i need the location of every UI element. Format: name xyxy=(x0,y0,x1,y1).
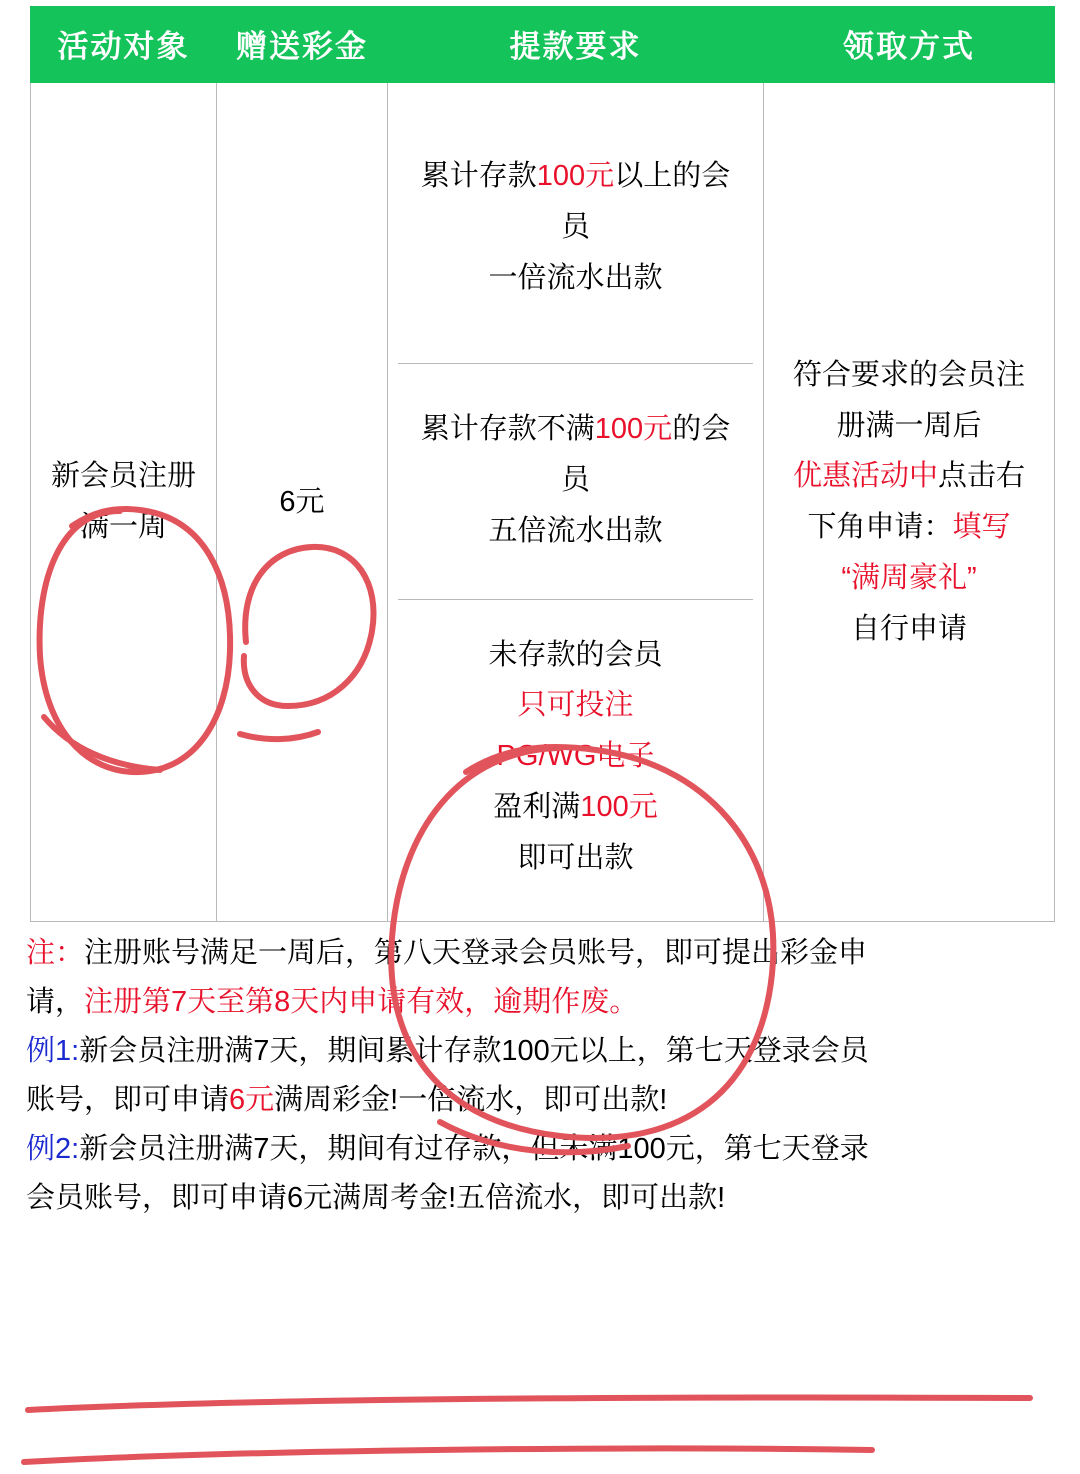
cell-activity-target xyxy=(31,83,217,922)
note-line-1: 注册账号满足一周后，第八天登录会员账号，即可提出彩金申 xyxy=(84,937,868,970)
tier1-line1-red: 100元 xyxy=(536,160,615,192)
claim-line-6: 自行申请 xyxy=(850,612,967,645)
example-1-paragraph-2 xyxy=(26,1077,1054,1124)
note-paragraph-2 xyxy=(26,979,1054,1026)
requirement-tier-1 xyxy=(398,91,753,364)
bonus-value: 6元 xyxy=(279,485,325,518)
example-1-label: 例1: xyxy=(26,1035,80,1068)
tier3-line-3: PG/WG电子 xyxy=(496,740,655,772)
tier1-line-2: 员 xyxy=(560,210,590,243)
tier2-line1-pre: 累计存款不满 xyxy=(420,413,595,446)
tier1-line1-pre: 累计存款 xyxy=(420,160,537,192)
header-bonus-amount: 赠送彩金 xyxy=(217,7,388,83)
table-header-row xyxy=(31,7,1055,83)
header-activity-target: 活动对象 xyxy=(31,7,217,83)
claim-line3-post: 点击右 xyxy=(938,460,1026,493)
example-1-line-1: 新会员注册满7天，期间累计存款100元以上，第七天登录会员 xyxy=(79,1035,869,1068)
promotion-table xyxy=(30,6,1055,922)
target-line-2: 满一周 xyxy=(79,511,167,544)
tier2-line-2: 员 xyxy=(560,464,590,496)
tier3-line4-red: 100元 xyxy=(580,790,658,823)
claim-line-1: 符合要求的会员注 xyxy=(792,358,1025,391)
claim-line-3 xyxy=(778,451,1040,502)
cell-withdrawal-requirements xyxy=(388,83,764,922)
tier2-line-1 xyxy=(404,404,747,455)
tier3-line-4 xyxy=(404,782,747,833)
claim-line-4 xyxy=(778,502,1040,553)
tier1-line1-post: 以上的会 xyxy=(614,160,731,192)
cell-bonus-amount xyxy=(217,83,388,922)
note-label: 注： xyxy=(26,937,85,970)
underline-example-2-line-1 xyxy=(28,1398,1030,1411)
example-1-line2-red: 6元 xyxy=(229,1084,275,1117)
example-2-paragraph xyxy=(26,1126,1054,1173)
claim-line-2: 册满一周后 xyxy=(836,409,982,442)
tier3-line4-pre: 盈利满 xyxy=(493,790,581,823)
note-line2-pre: 请， xyxy=(26,986,85,1019)
underline-example-2-line-2 xyxy=(24,1449,872,1463)
example-1-line2-post: 满周彩金!一倍流水，即可出款! xyxy=(274,1084,668,1117)
tier1-line-1 xyxy=(404,151,747,202)
header-withdrawal-requirement: 提款要求 xyxy=(388,7,764,83)
tier3-line-5: 即可出款 xyxy=(517,841,634,874)
note-line2-red: 注册第7天至第8天内申请有效，逾期作废。 xyxy=(84,986,639,1019)
claim-line-5: “满周豪礼” xyxy=(841,561,977,594)
promo-sheet xyxy=(0,6,1080,1474)
tier3-line-1: 未存款的会员 xyxy=(488,638,663,671)
note-paragraph xyxy=(26,930,1054,977)
table-row xyxy=(31,83,1055,922)
requirement-tier-2 xyxy=(398,364,753,599)
header-claim-method: 领取方式 xyxy=(764,7,1055,83)
cell-claim-method xyxy=(764,83,1055,922)
example-1-line2-pre: 账号，即可申请 xyxy=(26,1084,230,1117)
example-2-line-1: 新会员注册满7天，期间有过存款，但未满100元，第七天登录 xyxy=(79,1133,869,1166)
target-line-1: 新会员注册 xyxy=(50,460,196,493)
claim-line3-red: 优惠活动中 xyxy=(792,460,938,493)
example-2-label: 例2: xyxy=(26,1133,80,1166)
notes-block xyxy=(26,930,1054,1222)
example-2-paragraph-2 xyxy=(26,1175,1054,1222)
tier2-line1-red: 100元 xyxy=(594,413,673,446)
tier2-line1-post: 的会 xyxy=(672,413,731,446)
example-2-line-2: 会员账号，即可申请6元满周考金!五倍流水，即可出款! xyxy=(26,1182,726,1215)
tier3-line-2: 只可投注 xyxy=(517,689,634,722)
tier2-line-3: 五倍流水出款 xyxy=(488,514,663,547)
claim-line4-pre: 下角申请： xyxy=(807,511,953,544)
example-1-paragraph xyxy=(26,1028,1054,1075)
tier1-line-3: 一倍流水出款 xyxy=(488,261,663,294)
claim-line4-red: 填写 xyxy=(952,511,1011,544)
requirement-tier-3 xyxy=(398,600,753,914)
